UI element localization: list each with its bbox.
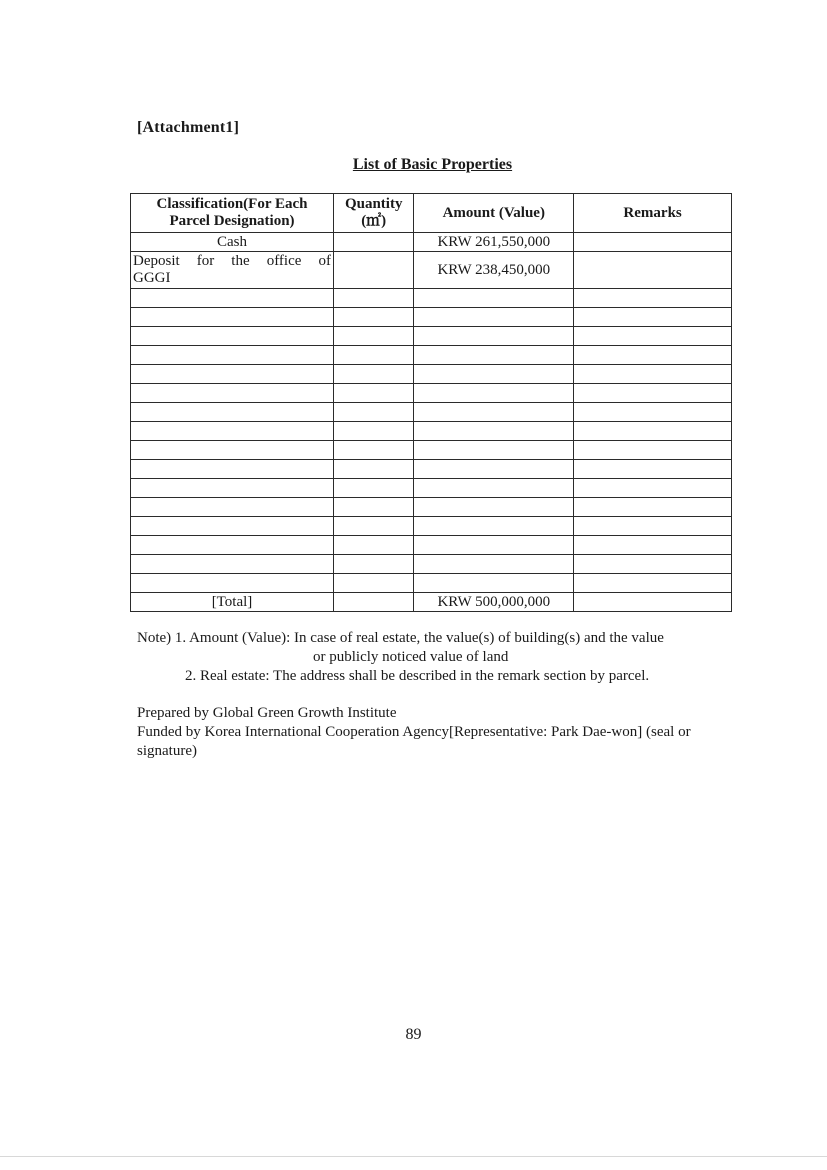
empty-cell-remarks — [574, 327, 732, 346]
total-quantity — [334, 593, 414, 612]
empty-cell-classification — [131, 555, 334, 574]
empty-cell-remarks — [574, 422, 732, 441]
cell-classification-line1: Deposit for the office of — [133, 253, 331, 269]
empty-cell-quantity — [334, 574, 414, 593]
empty-cell-remarks — [574, 460, 732, 479]
empty-cell-remarks — [574, 289, 732, 308]
empty-table-row — [131, 289, 732, 308]
empty-cell-classification — [131, 517, 334, 536]
empty-cell-amount — [414, 384, 574, 403]
note-line-1: Note) 1. Amount (Value): In case of real estate, the value(s) of building(s) and the value — [137, 630, 664, 646]
header-classification-line1: Classification(For Each — [156, 196, 308, 212]
cell-remarks — [574, 252, 732, 289]
empty-cell-classification — [131, 460, 334, 479]
properties-table — [130, 193, 732, 612]
header-remarks: Remarks — [574, 194, 732, 233]
empty-table-row — [131, 498, 732, 517]
empty-cell-classification — [131, 479, 334, 498]
empty-cell-classification — [131, 346, 334, 365]
empty-table-row — [131, 384, 732, 403]
empty-cell-quantity — [334, 346, 414, 365]
header-quantity-line2: (㎡) — [361, 213, 387, 229]
empty-cell-amount — [414, 365, 574, 384]
empty-cell-remarks — [574, 536, 732, 555]
document-title — [0, 156, 827, 174]
cell-quantity — [334, 233, 414, 252]
table-row — [131, 233, 732, 252]
cell-remarks — [574, 233, 732, 252]
empty-cell-classification — [131, 289, 334, 308]
cell-classification: Cash — [131, 233, 334, 252]
empty-table-row — [131, 422, 732, 441]
empty-cell-classification — [131, 365, 334, 384]
empty-cell-remarks — [574, 346, 732, 365]
total-row — [131, 593, 732, 612]
empty-cell-amount — [414, 460, 574, 479]
empty-table-row — [131, 479, 732, 498]
empty-table-row — [131, 365, 732, 384]
header-quantity — [334, 194, 414, 233]
empty-cell-classification — [131, 327, 334, 346]
empty-cell-classification — [131, 384, 334, 403]
empty-cell-remarks — [574, 555, 732, 574]
empty-cell-classification — [131, 441, 334, 460]
empty-cell-quantity — [334, 441, 414, 460]
note-line-2: or publicly noticed value of land — [313, 649, 509, 665]
cell-amount: KRW 261,550,000 — [414, 233, 574, 252]
prepared-by: Prepared by Global Green Growth Institute — [137, 705, 397, 721]
table-header-row — [131, 194, 732, 233]
table-row — [131, 252, 732, 289]
empty-table-row — [131, 555, 732, 574]
empty-cell-remarks — [574, 384, 732, 403]
empty-cell-quantity — [334, 536, 414, 555]
empty-cell-remarks — [574, 308, 732, 327]
empty-cell-classification — [131, 403, 334, 422]
empty-table-row — [131, 574, 732, 593]
empty-cell-amount — [414, 517, 574, 536]
cell-classification — [131, 252, 334, 289]
empty-table-row — [131, 327, 732, 346]
header-classification — [131, 194, 334, 233]
empty-cell-amount — [414, 479, 574, 498]
empty-cell-classification — [131, 536, 334, 555]
empty-cell-amount — [414, 422, 574, 441]
empty-cell-amount — [414, 574, 574, 593]
empty-cell-amount — [414, 403, 574, 422]
empty-cell-quantity — [334, 384, 414, 403]
empty-table-row — [131, 441, 732, 460]
attachment-label: [Attachment1] — [137, 119, 240, 136]
empty-table-row — [131, 460, 732, 479]
empty-cell-amount — [414, 441, 574, 460]
empty-cell-amount — [414, 536, 574, 555]
empty-cell-classification — [131, 422, 334, 441]
empty-cell-amount — [414, 289, 574, 308]
empty-cell-remarks — [574, 479, 732, 498]
empty-cell-amount — [414, 327, 574, 346]
total-remarks — [574, 593, 732, 612]
empty-cell-quantity — [334, 517, 414, 536]
empty-cell-remarks — [574, 403, 732, 422]
funded-by: Funded by Korea International Cooperation Agency[Representative: Park Dae-won] (seal or signature) — [137, 724, 691, 759]
empty-cell-classification — [131, 308, 334, 327]
header-amount: Amount (Value) — [414, 194, 574, 233]
total-label: [Total] — [131, 593, 334, 612]
cell-quantity — [334, 252, 414, 289]
total-amount: KRW 500,000,000 — [414, 593, 574, 612]
preparation-info — [137, 704, 732, 761]
empty-cell-classification — [131, 498, 334, 517]
empty-cell-quantity — [334, 422, 414, 441]
notes — [137, 629, 732, 686]
empty-cell-quantity — [334, 460, 414, 479]
empty-cell-remarks — [574, 517, 732, 536]
empty-cell-amount — [414, 308, 574, 327]
empty-table-row — [131, 536, 732, 555]
title-text: List of Basic Properties — [352, 156, 513, 173]
cell-amount: KRW 238,450,000 — [414, 252, 574, 289]
empty-cell-quantity — [334, 555, 414, 574]
header-classification-line2: Parcel Designation) — [169, 213, 295, 229]
empty-cell-quantity — [334, 365, 414, 384]
cell-classification-line2: GGGI — [133, 270, 171, 286]
empty-cell-quantity — [334, 308, 414, 327]
empty-cell-remarks — [574, 365, 732, 384]
empty-table-row — [131, 403, 732, 422]
empty-cell-amount — [414, 346, 574, 365]
empty-table-row — [131, 308, 732, 327]
empty-table-row — [131, 517, 732, 536]
note-line-3: 2. Real estate: The address shall be described in the remark section by parcel. — [185, 668, 650, 684]
page-number: 89 — [405, 1026, 422, 1043]
header-quantity-line1: Quantity — [344, 196, 403, 212]
empty-cell-quantity — [334, 498, 414, 517]
empty-cell-quantity — [334, 479, 414, 498]
empty-cell-remarks — [574, 498, 732, 517]
empty-cell-quantity — [334, 403, 414, 422]
page-bottom-divider — [0, 1156, 827, 1157]
empty-cell-remarks — [574, 441, 732, 460]
empty-cell-quantity — [334, 327, 414, 346]
empty-cell-remarks — [574, 574, 732, 593]
empty-cell-quantity — [334, 289, 414, 308]
empty-cell-classification — [131, 574, 334, 593]
empty-table-row — [131, 346, 732, 365]
empty-cell-amount — [414, 555, 574, 574]
empty-cell-amount — [414, 498, 574, 517]
